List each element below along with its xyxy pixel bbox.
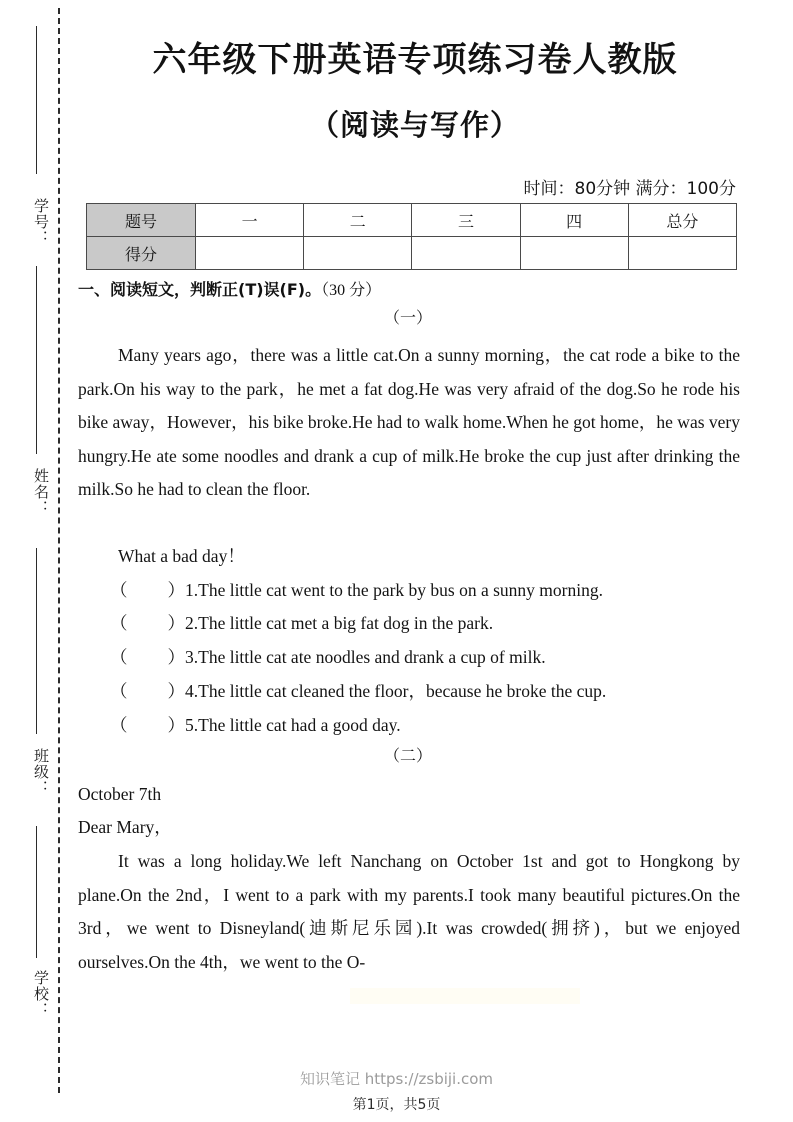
list-item[interactable]: （ ）5.The little cat had a good day.: [110, 715, 401, 735]
score-cell-2[interactable]: [304, 237, 412, 270]
tf-item-number-1: 1.: [185, 580, 199, 600]
score-table-row-header-question: 题号: [87, 204, 196, 237]
page-title: 六年级下册英语专项练习卷人教版: [152, 40, 678, 80]
tf-item-text-3: The little cat ate noodles and drank a cup of milk.: [198, 647, 546, 667]
letter-body: It was a long holiday.We left Nanchang on October 1st and got to Hongkong by plane.On the 2nd，I went to a park with my parents.I took many beautiful pictures.On the 3rd，we went to Disneyland(迪斯尼乐园).It was crowded(拥挤)，but we enjoyed ourselves.On the 4th，we went to the O-: [78, 851, 740, 972]
tf-item-text-4: The little cat cleaned the floor，because he broke the cup.: [198, 681, 607, 701]
letter-salutation: Dear Mary，: [78, 817, 172, 837]
tf-item-text-1: The little cat went to the park by bus on a sunny morning.: [198, 580, 603, 600]
list-item[interactable]: （ ）3.The little cat ate noodles and drank a cup of milk.: [110, 647, 546, 667]
score-cell-total[interactable]: [628, 237, 736, 270]
part-label-b: （二）: [383, 746, 432, 765]
score-table-header-2: 二: [304, 204, 412, 237]
score-cell-4[interactable]: [520, 237, 628, 270]
tf-item-number-5: 5.: [185, 715, 199, 735]
footer-brand: 知识笔记 https://zsbiji.com: [299, 1070, 494, 1088]
margin-label-student-id: 学号：: [32, 198, 50, 246]
list-item[interactable]: （ ）2.The little cat met a big fat dog in the park.: [110, 613, 494, 633]
tf-item-number-4: 4.: [185, 681, 199, 701]
exam-meta-line: 时间：80分钟 满分：100分: [523, 179, 736, 199]
footer-page-indicator: 第1页，共5页: [352, 1097, 441, 1113]
section-one-heading: [78, 278, 738, 303]
score-table-header-1: 一: [196, 204, 304, 237]
margin-label-name: 姓名：: [32, 468, 50, 516]
table-row-scores: [87, 237, 737, 270]
score-table-header-3: 三: [412, 204, 520, 237]
binding-dashed-line: [58, 8, 60, 1093]
tf-item-text-2: The little cat met a big fat dog in the park.: [198, 613, 494, 633]
margin-label-class: 班级：: [32, 748, 50, 796]
margin-rule-3: [36, 548, 37, 734]
score-cell-3[interactable]: [412, 237, 520, 270]
score-cell-1[interactable]: [196, 237, 304, 270]
tf-item-number-2: 2.: [185, 613, 199, 633]
list-item[interactable]: （ ）4.The little cat cleaned the floor，because he broke the cup.: [110, 681, 607, 701]
page-subtitle: （阅读与写作）: [309, 108, 520, 142]
score-table-header-4: 四: [520, 204, 628, 237]
score-table: [86, 203, 737, 270]
section-one-points: （30 分）: [321, 282, 382, 299]
margin-rule-4: [36, 826, 37, 958]
margin-rule-1: [36, 26, 37, 174]
letter-date: October 7th: [78, 784, 162, 804]
score-table-header-total: 总分: [628, 204, 736, 237]
tf-item-text-5: The little cat had a good day.: [198, 715, 401, 735]
score-table-row-header-score: 得分: [87, 237, 196, 270]
tf-item-number-3: 3.: [185, 647, 199, 667]
margin-rule-2: [36, 266, 37, 454]
list-item[interactable]: （ ）1.The little cat went to the park by bus on a sunny morning.: [110, 580, 603, 600]
section-one-heading-text: 一、阅读短文，判断正(T)误(F)。: [78, 280, 322, 299]
watermark-band: [350, 988, 580, 1004]
table-row-question-numbers: [87, 204, 737, 237]
part-label-a: （一）: [383, 308, 432, 327]
passage-a-paragraph-2: What a bad day！: [118, 546, 245, 566]
passage-a-paragraph-1: Many years ago，there was a little cat.On a sunny morning，the cat rode a bike to the park.On his way to the park，he met a fat dog.He was very afraid of the dog.So he rode his bike away，However，his bike broke.He had to walk home.When he got home，he was very hungry.He ate some noodles and drank a cup of milk.He broke the cup just after drinking the milk.So he had to clean the floor.: [78, 345, 740, 499]
margin-label-school: 学校：: [32, 970, 50, 1018]
